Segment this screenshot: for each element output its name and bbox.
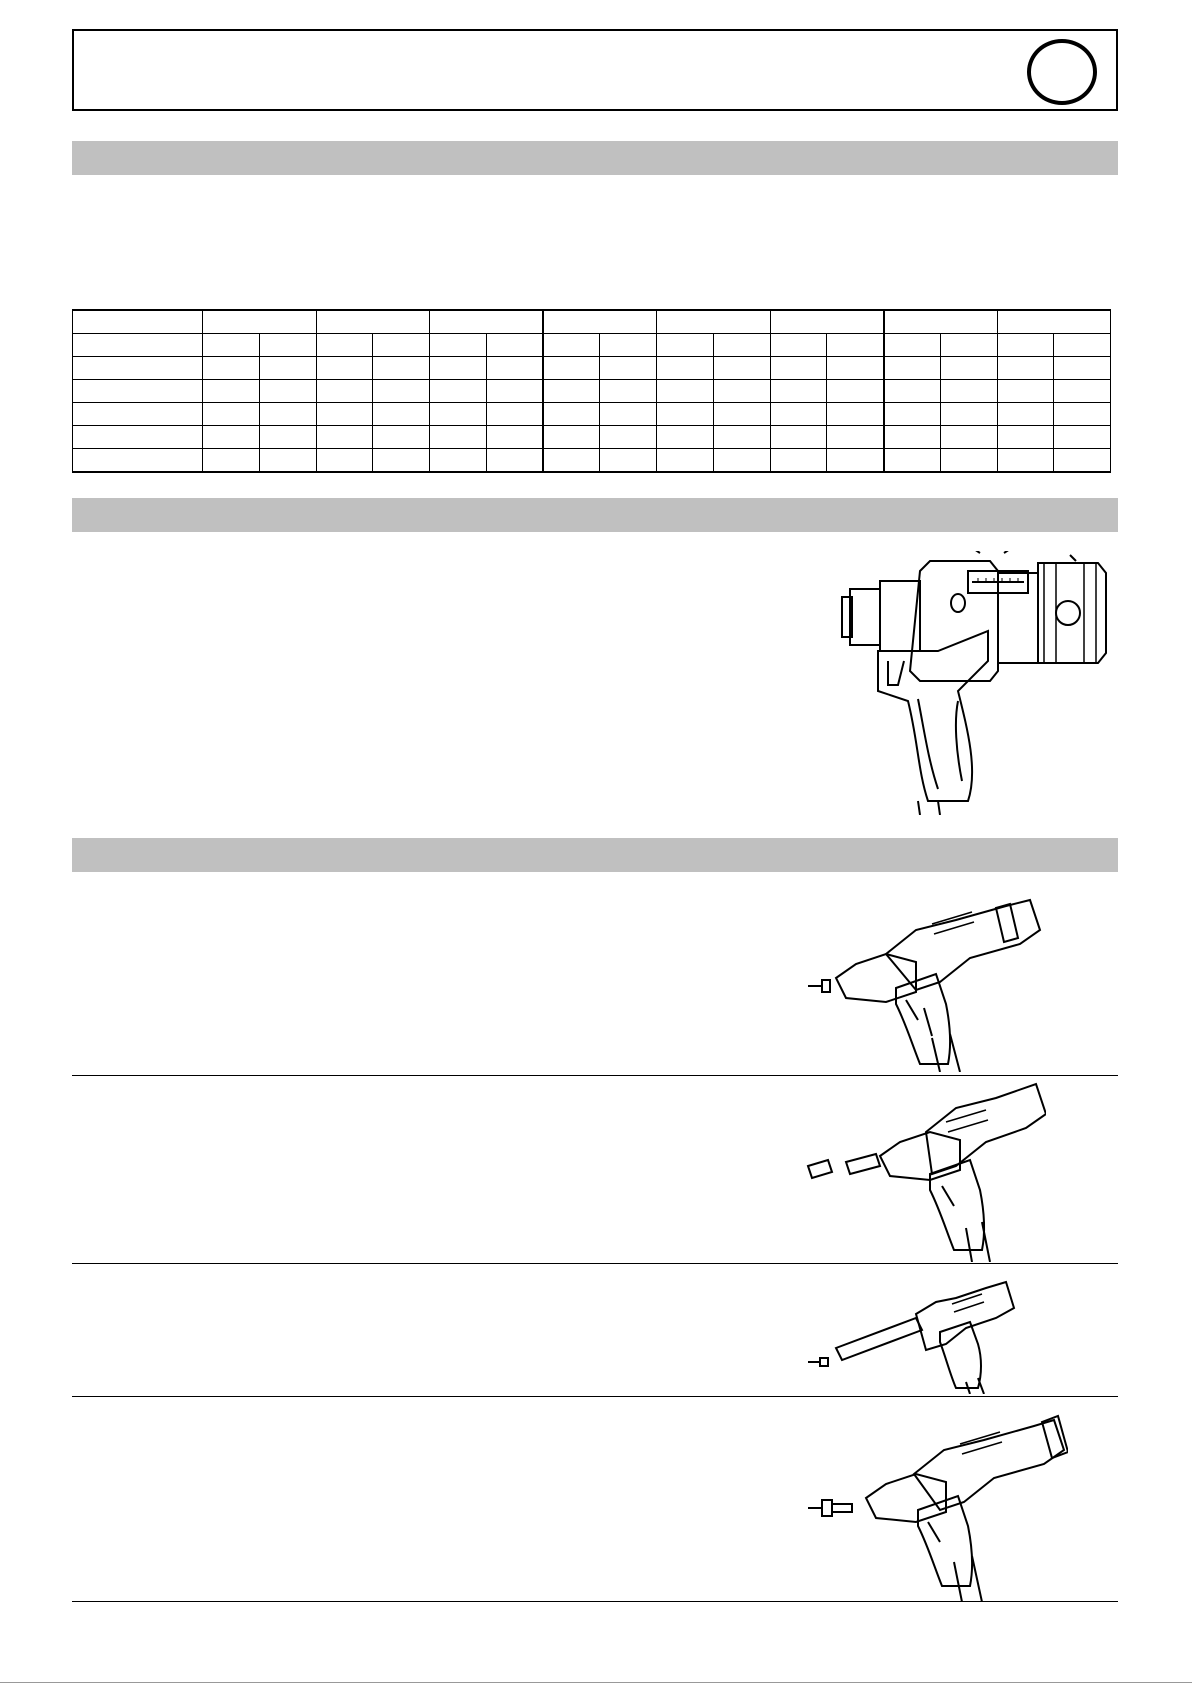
spec-table-cell [543, 334, 600, 357]
spec-table-cell [713, 449, 770, 473]
section-header-2 [72, 498, 1118, 532]
spec-table-cell [259, 449, 316, 473]
spec-table-cell [713, 357, 770, 380]
spec-table-cell [884, 449, 941, 473]
spec-table-cell [713, 403, 770, 426]
spec-table-cell [259, 334, 316, 357]
section-header-1 [72, 141, 1118, 175]
spec-table-cell [770, 403, 827, 426]
spec-table-cell [373, 403, 430, 426]
riveting-tool-nut-icon [806, 1082, 1046, 1262]
separator-1 [72, 1075, 1118, 1076]
spec-table-row [73, 380, 1111, 403]
spec-table-cell [770, 380, 827, 403]
spec-table-cell [713, 334, 770, 357]
spec-table-cell [884, 426, 941, 449]
spec-table-cell [657, 449, 714, 473]
spec-table-cell [259, 403, 316, 426]
spec-table-cell [600, 334, 657, 357]
spec-table-cell [203, 449, 260, 473]
spec-table-cell [827, 426, 884, 449]
spec-table-cell [827, 403, 884, 426]
spec-table-cell [940, 426, 997, 449]
spec-table-row [73, 403, 1111, 426]
spec-row-label-cell [73, 357, 203, 380]
spec-table-cell [997, 403, 1054, 426]
spec-group-header-cell [770, 310, 884, 334]
separator-2 [72, 1263, 1118, 1264]
spec-table-cell [884, 403, 941, 426]
spec-table-cell [884, 334, 941, 357]
spec-table-cell [316, 426, 373, 449]
language-badge [1027, 39, 1097, 105]
spec-table-row [73, 310, 1111, 334]
spec-table-cell [430, 334, 487, 357]
spec-group-header-cell [430, 310, 544, 334]
spec-table-cell [713, 426, 770, 449]
spec-table-row [73, 357, 1111, 380]
spec-table-cell [430, 357, 487, 380]
spec-row-label-cell [73, 449, 203, 473]
spec-table-cell [1054, 426, 1111, 449]
spec-table-cell [430, 449, 487, 473]
spec-table-cell [430, 380, 487, 403]
spec-group-header-cell [997, 310, 1111, 334]
spec-table-cell [940, 403, 997, 426]
spec-table-cell [316, 334, 373, 357]
spec-table-cell [203, 426, 260, 449]
spec-table-cell [373, 357, 430, 380]
spec-table-cell [203, 334, 260, 357]
spec-table-cell [940, 380, 997, 403]
spec-table-cell [373, 380, 430, 403]
spec-table-cell [940, 449, 997, 473]
spec-table-cell [1054, 403, 1111, 426]
spec-table-cell [486, 403, 543, 426]
spec-group-header-cell [884, 310, 998, 334]
riveting-tool-large-rivet-icon [806, 1402, 1068, 1602]
separator-3 [72, 1396, 1118, 1397]
spec-group-header-cell [657, 310, 771, 334]
separator-4 [72, 1601, 1118, 1602]
spec-table-cell [884, 357, 941, 380]
spec-table-cell [600, 426, 657, 449]
spec-table-cell [713, 380, 770, 403]
spec-row-label-cell [73, 334, 203, 357]
spec-table-cell [600, 357, 657, 380]
riveting-tool-blind-rivet-icon [806, 888, 1046, 1072]
spec-table-cell [770, 357, 827, 380]
spec-table-cell [486, 357, 543, 380]
spec-table-cell [430, 403, 487, 426]
spec-table-cell [486, 426, 543, 449]
spec-table-cell [1054, 357, 1111, 380]
spec-row-label-cell [73, 310, 203, 334]
spec-table-cell [543, 357, 600, 380]
spec-table-cell [657, 380, 714, 403]
spec-group-header-cell [543, 310, 657, 334]
stroke-adjustment-tool-icon [838, 551, 1118, 815]
spec-group-header-cell [316, 310, 430, 334]
spec-table-cell [997, 449, 1054, 473]
spec-table-cell [657, 357, 714, 380]
spec-table-cell [827, 334, 884, 357]
spec-table-cell [543, 426, 600, 449]
spec-row-label-cell [73, 403, 203, 426]
spec-table-cell [316, 357, 373, 380]
spec-table-cell [657, 334, 714, 357]
spec-table-cell [316, 380, 373, 403]
spec-table-row [73, 449, 1111, 473]
spec-group-header-cell [203, 310, 317, 334]
spec-table-cell [940, 357, 997, 380]
section-header-3 [72, 838, 1118, 872]
spec-table-cell [997, 380, 1054, 403]
spec-table-cell [373, 426, 430, 449]
spec-table-cell [543, 449, 600, 473]
spec-table-cell [486, 334, 543, 357]
spec-table-cell [884, 380, 941, 403]
spec-table-cell [259, 357, 316, 380]
spec-table-cell [657, 403, 714, 426]
spec-table-cell [430, 426, 487, 449]
spec-table-cell [1054, 334, 1111, 357]
spec-table-cell [600, 403, 657, 426]
spec-table-cell [486, 449, 543, 473]
spec-table-cell [373, 334, 430, 357]
spec-table-cell [316, 449, 373, 473]
spec-table-cell [316, 403, 373, 426]
spec-table-cell [997, 334, 1054, 357]
spec-table-cell [997, 426, 1054, 449]
spec-table-cell [770, 449, 827, 473]
page-footer-line [0, 1682, 1192, 1683]
spec-table-cell [997, 357, 1054, 380]
spec-table-cell [543, 403, 600, 426]
spec-table-cell [1054, 449, 1111, 473]
spec-table-cell [827, 357, 884, 380]
spec-table [72, 309, 1111, 473]
header-box [72, 29, 1118, 111]
riveting-tool-extended-nose-icon [806, 1270, 1026, 1394]
spec-table-cell [827, 380, 884, 403]
spec-row-label-cell [73, 380, 203, 403]
spec-table-cell [486, 380, 543, 403]
spec-table-cell [657, 426, 714, 449]
spec-row-label-cell [73, 426, 203, 449]
spec-table-cell [827, 449, 884, 473]
spec-table-cell [770, 426, 827, 449]
spec-table-cell [600, 380, 657, 403]
spec-table-cell [203, 357, 260, 380]
spec-table-cell [259, 426, 316, 449]
spec-table-cell [203, 380, 260, 403]
spec-table-cell [770, 334, 827, 357]
spec-table-cell [543, 380, 600, 403]
spec-table-cell [259, 380, 316, 403]
spec-table-row [73, 334, 1111, 357]
spec-table-cell [600, 449, 657, 473]
spec-table-row [73, 426, 1111, 449]
spec-table-cell [203, 403, 260, 426]
spec-table-cell [940, 334, 997, 357]
spec-table-cell [373, 449, 430, 473]
spec-table-cell [1054, 380, 1111, 403]
